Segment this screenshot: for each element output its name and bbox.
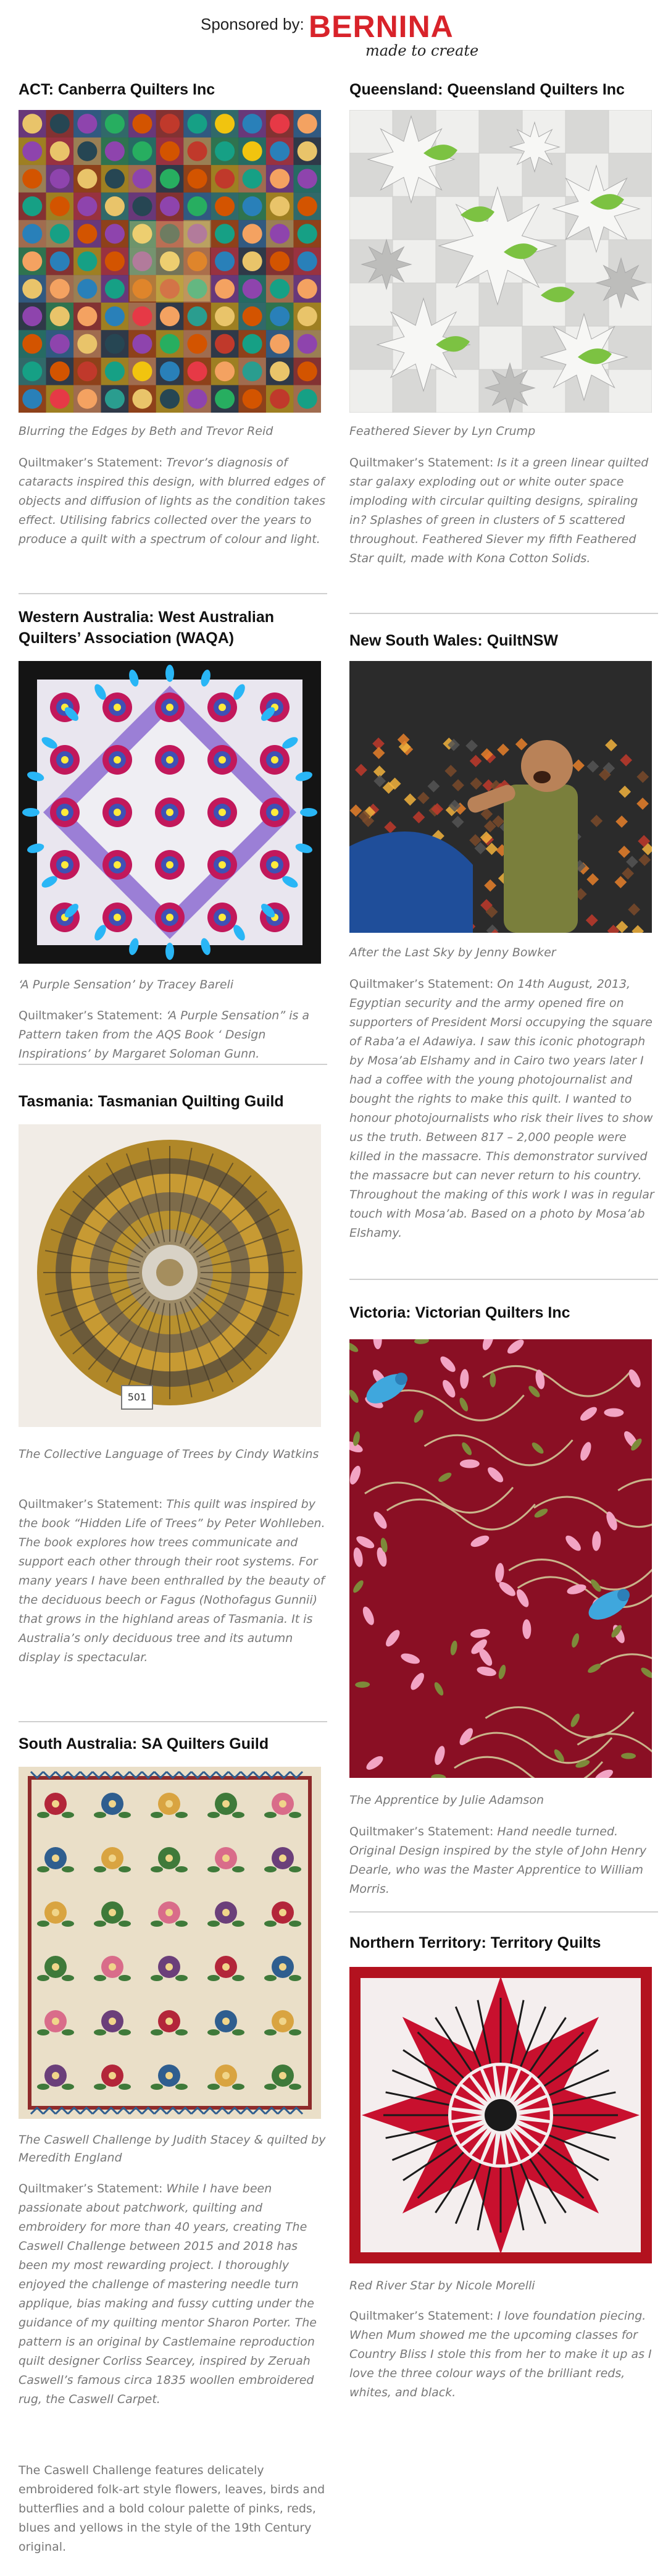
quilt-image-sa[interactable] bbox=[19, 1767, 321, 2119]
statement-lead: Quiltmaker’s Statement: bbox=[19, 1497, 167, 1511]
quiltmaker-statement bbox=[19, 1495, 327, 1667]
statement-body: Hand needle turned. Original Design inspired by the style of John Henry Dearle, who was the Master Apprentice to William Morris. bbox=[349, 1825, 647, 1896]
quilt-description: The Caswell Challenge features delicately embroidered folk-art style flowers, leaves, birds and butterflies and a bold colour palette of pinks, reds, blues and yellows in the style of the 19th Century original. bbox=[19, 2464, 325, 2554]
entry-nsw bbox=[349, 630, 658, 1240]
quiltmaker-statement bbox=[19, 1006, 327, 1064]
quilt-caption: After the Last Sky by Jenny Bowker bbox=[349, 946, 556, 959]
quilt-tas-graphic bbox=[19, 1124, 321, 1427]
statement-lead: Quiltmaker’s Statement: bbox=[19, 2182, 167, 2195]
statement-lead: Quiltmaker’s Statement: bbox=[349, 977, 498, 991]
quilt-vic-graphic bbox=[349, 1339, 652, 1778]
statement-body: While I have been passionate about patchwork, quilting and embroidery for more than 40 years, creating The Caswell Challenge between 2015 and 2018 has been my most rewarding project. I thoroughly enjoyed the challenge of mastering needle turn applique, bias making and fussy cutting under the guidance of my quilting mentor Sharon Porter. The pattern is an original by Castlemaine reproduction quilt designer Corliss Searcey, inspired by Zeruah Caswell’s famous circa 1835 woollen embroidered rug, the Caswell Carpet. bbox=[19, 2182, 317, 2406]
statement-lead: Quiltmaker’s Statement: bbox=[349, 2309, 498, 2323]
quilt-qld-graphic bbox=[349, 110, 652, 413]
statement-body: This quilt was inspired by the book “Hidden Life of Trees” by Peter Wohlleben. The book explores how trees communicate and support each other through their root systems. For many years I have been enthralled by the beauty of the deciduous beech or Fagus (Nothofagus Gunnii) that grows in the highland areas of Tasmania. It is Australia’s only deciduous tree and its autumn display is spectacular. bbox=[19, 1497, 325, 1664]
statement-body: I love foundation piecing. When Mum showed me the upcoming classes for Country Bliss I stole this from her to make it up as I love the three colour ways of the brilliant reds, whites, and black. bbox=[349, 2309, 652, 2399]
statement-body: Trevor’s diagnosis of cataracts inspired this design, with blurred edges of objects and diffusion of lights as the condition takes effect. Utilising fabrics collected over the years to produce a quilt with a spectrum of colour and light. bbox=[19, 456, 326, 546]
entry-title: South Australia: SA Quilters Guild bbox=[19, 1735, 269, 1753]
divider bbox=[19, 1064, 327, 1065]
quilt-image-nt[interactable] bbox=[349, 1967, 652, 2263]
statement-lead: Quiltmaker’s Statement: bbox=[349, 1825, 498, 1838]
entry-title: Victoria: Victorian Quilters Inc bbox=[349, 1304, 570, 1321]
statement-lead: Quiltmaker’s Statement: bbox=[19, 1009, 167, 1022]
entry-title: Tasmania: Tasmanian Quilting Guild bbox=[19, 1093, 284, 1110]
quilt-sa-graphic bbox=[19, 1767, 321, 2119]
entry-tas bbox=[19, 1091, 327, 1664]
quilt-image-wa[interactable] bbox=[19, 661, 321, 964]
divider bbox=[349, 613, 658, 614]
quilt-image-nsw[interactable] bbox=[349, 661, 652, 933]
divider bbox=[349, 1911, 658, 1913]
entry-nt bbox=[349, 1932, 658, 2399]
quiltmaker-statement bbox=[19, 453, 327, 549]
entry-qld bbox=[349, 79, 658, 565]
entry-title: Northern Territory: Territory Quilts bbox=[349, 1934, 601, 1951]
statement-lead: Quiltmaker’s Statement: bbox=[349, 456, 498, 469]
quilt-caption: ‘A Purple Sensation’ by Tracey Bareli bbox=[19, 978, 234, 991]
quilt-image-vic[interactable] bbox=[349, 1339, 652, 1778]
sponsor-banner bbox=[0, 11, 663, 61]
entry-title: Western Australia: West Australian Quilters’ Association (WAQA) bbox=[19, 608, 275, 647]
quilt-image-act[interactable] bbox=[19, 110, 321, 413]
statement-lead: Quiltmaker’s Statement: bbox=[19, 456, 167, 469]
divider bbox=[349, 1279, 658, 1280]
entry-wa bbox=[19, 607, 327, 1061]
quiltmaker-statement bbox=[349, 2307, 658, 2402]
quilt-caption: Red River Star by Nicole Morelli bbox=[349, 2279, 535, 2292]
sponsor-label: Sponsored by: bbox=[201, 15, 304, 33]
quilt-nsw-graphic bbox=[349, 661, 652, 933]
quilt-wa-graphic bbox=[19, 661, 321, 964]
quiltmaker-statement bbox=[349, 453, 658, 568]
quilt-caption: The Apprentice by Julie Adamson bbox=[349, 1793, 544, 1807]
bernina-logo[interactable]: BERNINA bbox=[309, 9, 454, 44]
entry-sa bbox=[19, 1733, 327, 2554]
quilt-image-qld[interactable] bbox=[349, 110, 652, 413]
divider bbox=[19, 1721, 327, 1722]
quiltmaker-statement bbox=[349, 1822, 658, 1899]
entry-title: ACT: Canberra Quilters Inc bbox=[19, 81, 215, 98]
quilt-caption: Blurring the Edges by Beth and Trevor Reid bbox=[19, 424, 273, 438]
entry-number-tag: 501 bbox=[121, 1385, 153, 1410]
quilt-image-tas[interactable] bbox=[19, 1124, 321, 1427]
quilt-act-graphic bbox=[19, 110, 321, 413]
divider bbox=[19, 593, 327, 594]
quiltmaker-statement bbox=[19, 2179, 327, 2409]
statement-body: ‘A Purple Sensation” is a Pattern taken from the AQS Book ‘ Design Inspirations’ by Margaret Soloman Gunn. bbox=[19, 1009, 310, 1061]
quiltmaker-statement bbox=[349, 975, 658, 1243]
quilt-caption: The Caswell Challenge by Judith Stacey & quilted by Meredith England bbox=[19, 2133, 326, 2165]
entry-title: Queensland: Queensland Quilters Inc bbox=[349, 81, 625, 98]
quilt-caption: Feathered Siever by Lyn Crump bbox=[349, 424, 536, 438]
entry-act bbox=[19, 79, 327, 546]
statement-body: Is it a green linear quilted star galaxy exploding out or white outer space imploding with circular quilting designs, spiraling in? Splashes of green in clusters of 5 scattered throughout. Feathered Siever my fifth Feathered Star quilt, made with Kona Cotton Solids. bbox=[349, 456, 649, 565]
quilt-nt-graphic bbox=[349, 1967, 652, 2263]
entry-title: New South Wales: QuiltNSW bbox=[349, 632, 558, 649]
entry-vic bbox=[349, 1302, 658, 1896]
statement-body: On 14th August, 2013, Egyptian security and the army opened fire on supporters of President Morsi occupying the square of Raba’a el Adawiya. I saw this iconic photograph by Mosa’ab Elshamy and in Cairo two years later I had a coffee with the young photojournalist and bought the rights to make this quilt. I wanted to honour photojournalists who risk their lives to show us the truth. Between 817 – 2,000 people were killed in the massacre. This demonstrator survived the massacre but can never return to his country. Throughout the making of this work I was in regular touch with Mosa’ab. Based on a photo by Mosa’ab Elshamy. bbox=[349, 977, 654, 1240]
bernina-tagline: made to create bbox=[365, 42, 479, 59]
quilt-caption: The Collective Language of Trees by Cindy Watkins bbox=[19, 1447, 319, 1461]
